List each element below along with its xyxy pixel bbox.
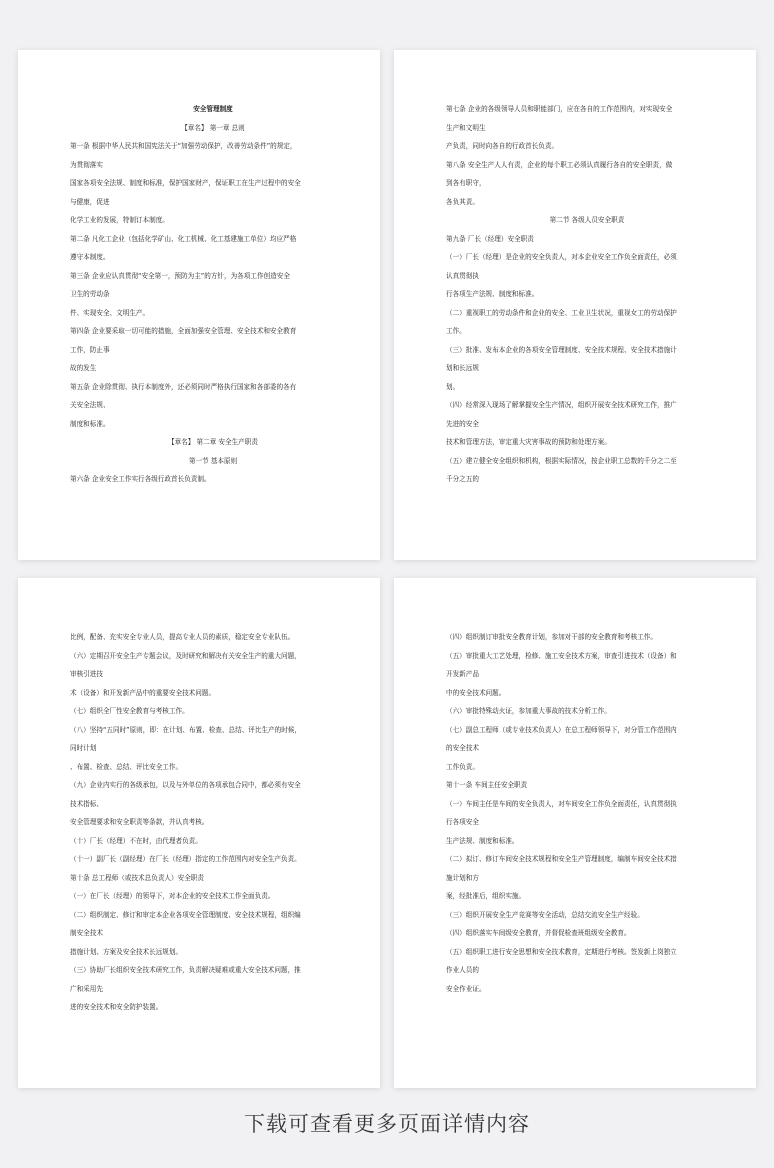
- text-line: 措施计划、方案及安全技术长远规划。: [70, 947, 183, 956]
- download-more-prompt[interactable]: 下载可查看更多页面详情内容: [244, 1112, 530, 1136]
- text-line: 关安全法规、: [70, 401, 110, 409]
- document-page-3: [18, 578, 380, 1088]
- text-line: 工作，防止事: [70, 345, 110, 354]
- text-line: 划。: [446, 382, 460, 391]
- text-line: 广和采用先: [70, 984, 103, 993]
- text-line: 制度和标准。: [70, 419, 110, 428]
- text-line: 案，经批准后，组织实施。: [446, 892, 526, 900]
- text-line: （六）定期召开安全生产专题会议，及时研究和解决有关安全生产的重大问题，: [70, 651, 301, 660]
- text-line: 生产法规、制度和标准。: [446, 836, 519, 845]
- text-line: 认真贯彻执: [446, 271, 479, 280]
- text-line: （三）协助厂长组织安全技术研究工作，负责解决疑难或重大安全技术问题，推: [70, 966, 301, 974]
- text-line: 第三条 企业应认真贯彻“安全第一，预防为主”的方针，为各项工作创造安全: [70, 271, 290, 280]
- text-line: （四）组织落实车间级安全教育，并督促检查班组级安全教育。: [446, 929, 631, 937]
- text-line: （二）组织制定、修订和审定本企业各项安全管理制度、安全技术规程，组织编: [70, 910, 301, 919]
- text-line: 第一节 基本原则: [188, 456, 238, 465]
- text-line: 技术和管理方法，审定重大灾害事故的预防和处理方案。: [446, 438, 611, 446]
- text-line: （二）拟订、修订车间安全技术规程和安全生产管理制度，编制车间安全技术措: [446, 855, 677, 863]
- text-line: 施计划和方: [446, 873, 479, 882]
- text-line: （九）企业内实行的各级承包，以及与外单位的各项承包合同中，都必须有安全: [70, 781, 301, 789]
- text-line: 第一条 根据中华人民共和国宪法关于“加强劳动保护，改善劳动条件”的规定，: [70, 142, 297, 150]
- text-line: 故的发生: [70, 364, 97, 372]
- text-line: 卫生的劳动条: [70, 290, 110, 298]
- text-line: 行各项生产法规、制度和标准。: [446, 290, 539, 298]
- text-line: 开发新产品: [446, 670, 479, 678]
- text-line: （三）组织开展安全生产竞赛等安全活动，总结交流安全生产经验。: [446, 910, 644, 919]
- text-line: 第四条 企业要采取一切可能的措施，全面加强安全管理、安全技术和安全教育: [70, 327, 297, 335]
- text-line: 第九条 厂长（经理）安全职责: [446, 234, 534, 243]
- text-line: 为贯彻落实: [70, 160, 103, 169]
- text-line: （一）车间主任是车间的安全负责人，对车间安全工作负全面责任，认真贯彻执: [446, 799, 677, 808]
- text-line: 审核引进技: [70, 670, 103, 678]
- text-line: （十）厂长（经理）不在时，由代理者负责。: [70, 836, 202, 845]
- document-page-2: [394, 50, 756, 560]
- text-line: 遵守本制度。: [70, 253, 110, 261]
- text-line: （一）在厂长（经理）的领导下，对本企业的安全技术工作全面负责。: [70, 892, 275, 900]
- text-line: 安全作业证。: [446, 984, 486, 993]
- text-line: （十一）副厂长（副经理）在厂长（经理）指定的工作范围内对安全生产负责。: [70, 855, 301, 863]
- document-page-4: [394, 578, 756, 1088]
- text-line: （八）坚持“五同时”原则，即：在计划、布置、检查、总结、评比生产的时候，: [70, 725, 302, 734]
- text-line: 划和长远规: [446, 364, 479, 372]
- text-line: 第五条 企业除贯彻、执行本制度外，还必须同时严格执行国家和各部委的各有: [70, 382, 297, 391]
- text-line: 比例，配备、充实安全专业人员，提高专业人员的素质，稳定安全专业队伍。: [70, 633, 295, 641]
- text-line: （五）审批重大工艺处理，检修、施工安全技术方案，审查引进技术（设备）和: [446, 651, 677, 660]
- text-line: 安全管理要求和安全职责等条款，并认真考核。: [70, 818, 209, 826]
- text-line: （四）经常深入现场了解掌握安全生产情况，组织开展安全技术研究工作，推广: [446, 401, 677, 409]
- text-line: 中的安全技术问题。: [446, 688, 506, 697]
- text-line: 【章名】 第二章 安全生产职责: [168, 438, 258, 446]
- text-line: 化学工业的发展，特制订本制度。: [70, 216, 169, 224]
- text-line: （一）厂长（经理）是企业的安全负责人，对本企业安全工作负全面责任，必须: [446, 253, 677, 261]
- text-line: 第十条 总工程师（或技术总负责人）安全职责: [70, 873, 204, 882]
- text-line: 先进的安全: [446, 419, 479, 428]
- text-line: 产负责，同时向各自的行政首长负责。: [446, 142, 559, 150]
- text-line: 与健康，促进: [70, 197, 110, 206]
- text-line: 行各项安全: [446, 818, 479, 826]
- text-line: 生产和文明生: [446, 123, 486, 132]
- text-line: （五）组织职工进行安全思想和安全技术教育，定期进行考核。签发新上岗独立: [446, 947, 677, 956]
- text-line: 第二节 各级人员安全职责: [549, 216, 625, 224]
- text-line: 件、实现安全、文明生产。: [70, 308, 150, 317]
- text-line: 千分之五的: [446, 475, 479, 483]
- text-line: 到各有职守，: [446, 179, 486, 187]
- text-line: 第二条 凡化工企业（包括化学矿山、化工机械、化工基建施工单位）均应严格: [70, 234, 297, 243]
- text-line: （四）组织制订审批安全教育计划，参加对干部的安全教育和考核工作。: [446, 633, 657, 641]
- text-line: 技术指标、: [70, 799, 103, 808]
- text-line: 第八条 安全生产人人有责，企业的每个职工必须认真履行各自的安全职责，做: [446, 160, 673, 169]
- text-line: （六）审批特殊动火证，参加重大事故的技术分析工作。: [446, 707, 611, 715]
- text-line: （七）副总工程师（或专业技术负责人）在总工程师领导下，对分管工作范围内: [446, 725, 677, 734]
- text-line: 的安全技术: [446, 744, 479, 752]
- text-line: 同时计划: [70, 744, 97, 752]
- text-line: 工作负责。: [446, 762, 479, 771]
- document-page-1: [18, 50, 380, 560]
- text-line: 术（设备）和开发新产品中的重要安全技术问题。: [70, 688, 216, 697]
- text-line: 进的安全技术和安全防护装置。: [70, 1003, 163, 1011]
- text-line: 、布置、检查、总结、评比安全工作。: [70, 762, 183, 771]
- text-line: （七）组织全厂性安全教育与考核工作。: [70, 707, 189, 715]
- text-line: 国家各项安全法规、制度和标准，保护国家财产，保证职工在生产过程中的安全: [70, 179, 301, 187]
- text-line: 各负其责。: [446, 197, 479, 206]
- text-line: 【章名】 第一章 总则: [181, 123, 245, 132]
- text-line: 制安全技术: [70, 929, 103, 937]
- document-title: 安全管理制度: [193, 105, 233, 113]
- text-line: 第七条 企业的各级领导人员和职能部门，应在各自的工作范围内，对实现安全: [446, 105, 673, 113]
- text-line: 第六条 企业安全工作实行各级行政首长负责制。: [70, 475, 211, 483]
- text-line: 第十一条 车间主任安全职责: [446, 781, 528, 789]
- text-line: （二）重视职工的劳动条件和企业的安全、工业卫生状况，重视女工的劳动保护: [446, 308, 677, 317]
- text-line: 工作。: [446, 327, 466, 335]
- text-line: （五）建立健全安全组织和机构，根据实际情况，按企业职工总数的千分之二至: [446, 456, 677, 465]
- text-line: （三）批准、发布本企业的各项安全管理制度、安全技术规程、安全技术措施计: [446, 345, 677, 354]
- text-line: 作业人员的: [446, 966, 479, 974]
